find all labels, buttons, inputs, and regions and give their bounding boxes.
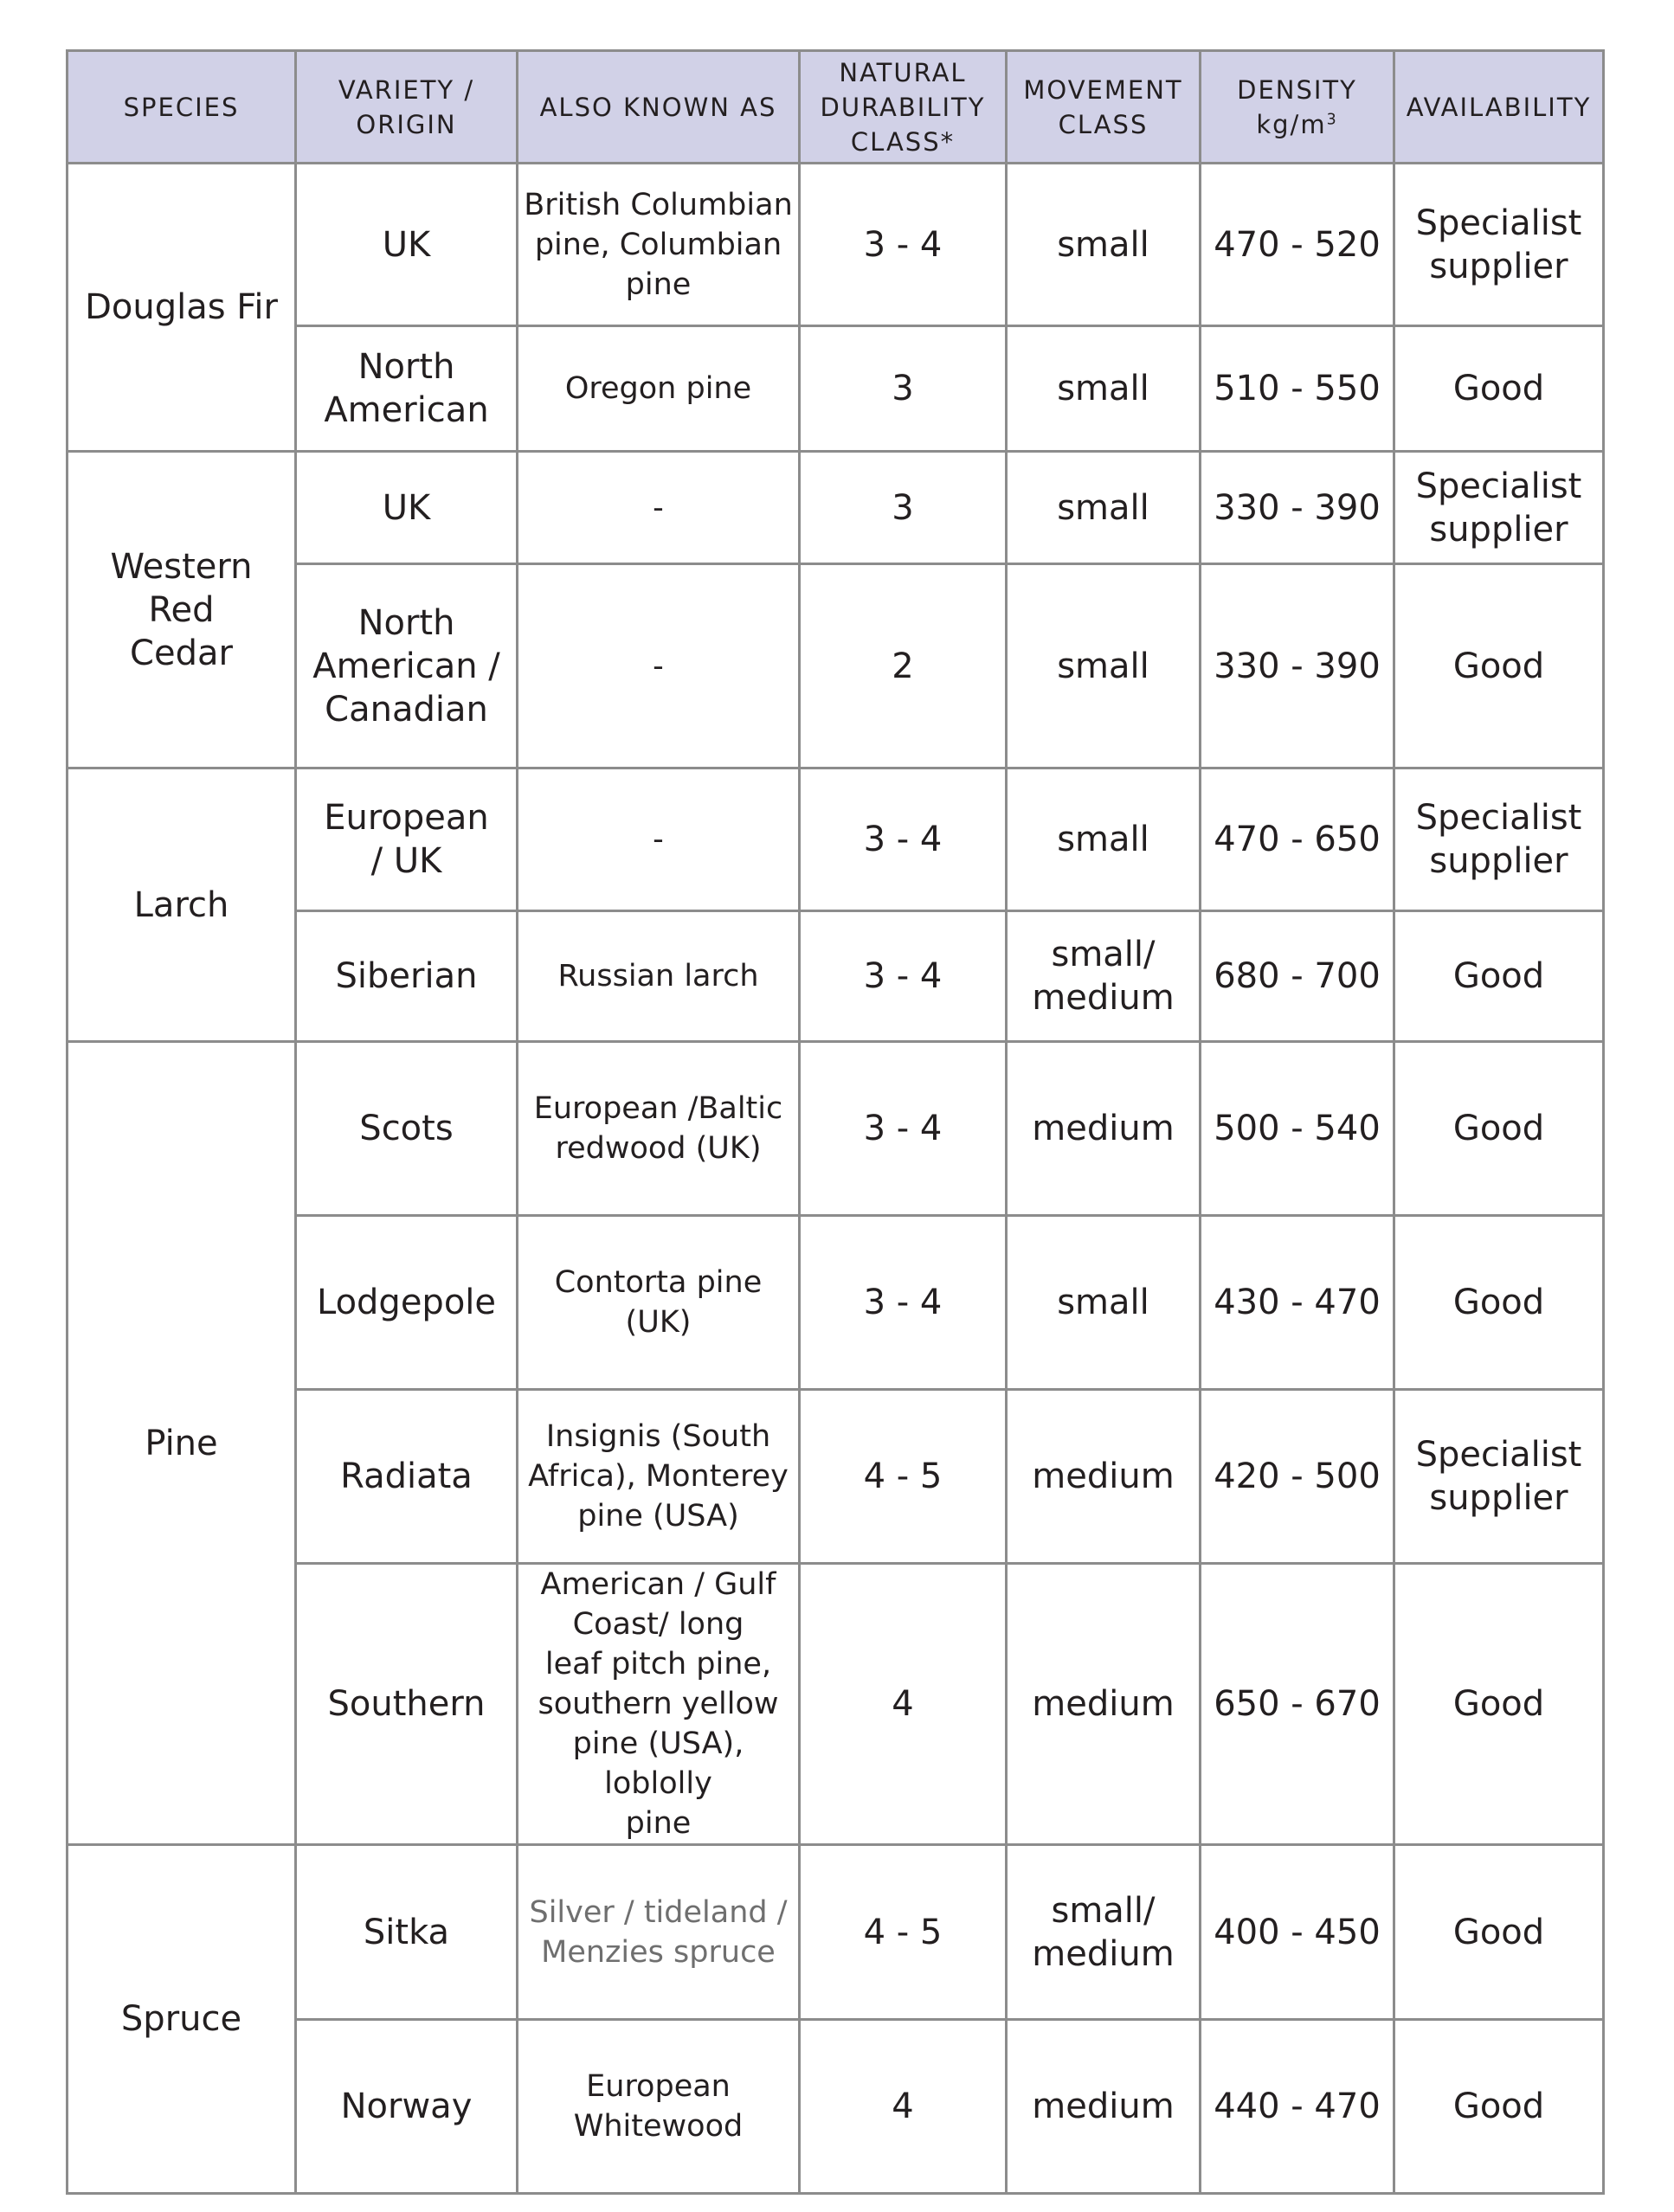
availability-cell: Specialist supplier — [1394, 1390, 1604, 1564]
movement-cell: small/ medium — [1007, 1845, 1201, 2020]
aka-cell: Oregon pine — [518, 326, 800, 452]
table-row — [68, 1042, 1604, 1216]
availability-cell: Good — [1394, 564, 1604, 768]
table-row — [68, 1845, 1604, 2020]
durability-cell: 3 — [800, 452, 1007, 564]
variety-cell: Radiata — [296, 1390, 518, 1564]
density-cell: 440 - 470 — [1201, 2020, 1394, 2194]
aka-cell: - — [518, 768, 800, 911]
variety-header: VARIETY / ORIGIN — [296, 51, 518, 164]
movement-cell: small — [1007, 164, 1201, 326]
density-cell: 500 - 540 — [1201, 1042, 1394, 1216]
species-cell: Pine — [68, 1042, 296, 1845]
durability-cell: 4 - 5 — [800, 1390, 1007, 1564]
density-header-title: DENSITY — [1237, 74, 1357, 105]
availability-cell: Good — [1394, 326, 1604, 452]
availability-header: AVAILABILITY — [1394, 51, 1604, 164]
movement-cell: small — [1007, 768, 1201, 911]
durability-cell: 3 - 4 — [800, 911, 1007, 1042]
durability-cell: 3 — [800, 326, 1007, 452]
table-row — [68, 1390, 1604, 1564]
variety-cell: Siberian — [296, 911, 518, 1042]
aka-cell: - — [518, 564, 800, 768]
density-cell: 470 - 650 — [1201, 768, 1394, 911]
table-row — [68, 2020, 1604, 2194]
aka-cell: European /Baltic redwood (UK) — [518, 1042, 800, 1216]
movement-cell: small — [1007, 564, 1201, 768]
aka-cell: Russian larch — [518, 911, 800, 1042]
availability-cell: Specialist supplier — [1394, 768, 1604, 911]
variety-cell: Southern — [296, 1564, 518, 1845]
availability-cell: Good — [1394, 1564, 1604, 1845]
table-row — [68, 564, 1604, 768]
table-row — [68, 1216, 1604, 1390]
durability-cell: 3 - 4 — [800, 768, 1007, 911]
variety-cell: North American — [296, 326, 518, 452]
species-header: SPECIES — [68, 51, 296, 164]
density-cell: 330 - 390 — [1201, 564, 1394, 768]
density-unit-text: kg/m — [1256, 109, 1327, 139]
density-cell: 510 - 550 — [1201, 326, 1394, 452]
availability-cell: Good — [1394, 911, 1604, 1042]
aka-cell: Insignis (South Africa), Monterey pine (USA) — [518, 1390, 800, 1564]
movement-cell: small — [1007, 1216, 1201, 1390]
movement-cell: small — [1007, 326, 1201, 452]
table-row — [68, 768, 1604, 911]
aka-cell: - — [518, 452, 800, 564]
header-row — [68, 51, 1604, 164]
durability-cell: 2 — [800, 564, 1007, 768]
durability-cell: 3 - 4 — [800, 1042, 1007, 1216]
aka-cell: Contorta pine (UK) — [518, 1216, 800, 1390]
movement-cell: small — [1007, 452, 1201, 564]
density-cell: 470 - 520 — [1201, 164, 1394, 326]
density-cell: 650 - 670 — [1201, 1564, 1394, 1845]
species-cell: Western Red Cedar — [68, 452, 296, 768]
density-cell: 430 - 470 — [1201, 1216, 1394, 1390]
durability-cell: 4 — [800, 2020, 1007, 2194]
species-cell: Larch — [68, 768, 296, 1042]
aka-cell: American / Gulf Coast/ long leaf pitch pine, southern yellow pine (USA), loblolly pine — [518, 1564, 800, 1845]
movement-cell: small/ medium — [1007, 911, 1201, 1042]
timber-species-table — [66, 49, 1605, 2195]
aka-cell: European Whitewood — [518, 2020, 800, 2194]
variety-cell: Lodgepole — [296, 1216, 518, 1390]
variety-cell: UK — [296, 164, 518, 326]
density-cell: 680 - 700 — [1201, 911, 1394, 1042]
aka-header: ALSO KNOWN AS — [518, 51, 800, 164]
density-unit-exponent: 3 — [1326, 110, 1338, 128]
density-header-unit — [1207, 107, 1387, 142]
aka-cell: British Columbian pine, Columbian pine — [518, 164, 800, 326]
variety-cell: Sitka — [296, 1845, 518, 2020]
durability-cell: 3 - 4 — [800, 164, 1007, 326]
availability-cell: Good — [1394, 1042, 1604, 1216]
movement-cell: medium — [1007, 1042, 1201, 1216]
availability-cell: Specialist supplier — [1394, 164, 1604, 326]
availability-cell: Good — [1394, 1845, 1604, 2020]
density-cell: 400 - 450 — [1201, 1845, 1394, 2020]
movement-cell: medium — [1007, 1564, 1201, 1845]
availability-cell: Good — [1394, 1216, 1604, 1390]
movement-cell: medium — [1007, 1390, 1201, 1564]
durability-header: NATURAL DURABILITY CLASS* — [800, 51, 1007, 164]
movement-header: MOVEMENT CLASS — [1007, 51, 1201, 164]
aka-cell: Silver / tideland / Menzies spruce — [518, 1845, 800, 2020]
density-cell: 330 - 390 — [1201, 452, 1394, 564]
durability-cell: 4 — [800, 1564, 1007, 1845]
variety-cell: Scots — [296, 1042, 518, 1216]
movement-cell: medium — [1007, 2020, 1201, 2194]
table-row — [68, 326, 1604, 452]
density-header — [1201, 51, 1394, 164]
variety-cell: Norway — [296, 2020, 518, 2194]
table-row — [68, 164, 1604, 326]
species-cell: Spruce — [68, 1845, 296, 2194]
table-row — [68, 1564, 1604, 1845]
species-cell: Douglas Fir — [68, 164, 296, 452]
table-row — [68, 452, 1604, 564]
durability-cell: 4 - 5 — [800, 1845, 1007, 2020]
variety-cell: UK — [296, 452, 518, 564]
table-row — [68, 911, 1604, 1042]
density-cell: 420 - 500 — [1201, 1390, 1394, 1564]
availability-cell: Good — [1394, 2020, 1604, 2194]
variety-cell: North American / Canadian — [296, 564, 518, 768]
durability-cell: 3 - 4 — [800, 1216, 1007, 1390]
availability-cell: Specialist supplier — [1394, 452, 1604, 564]
variety-cell: European / UK — [296, 768, 518, 911]
